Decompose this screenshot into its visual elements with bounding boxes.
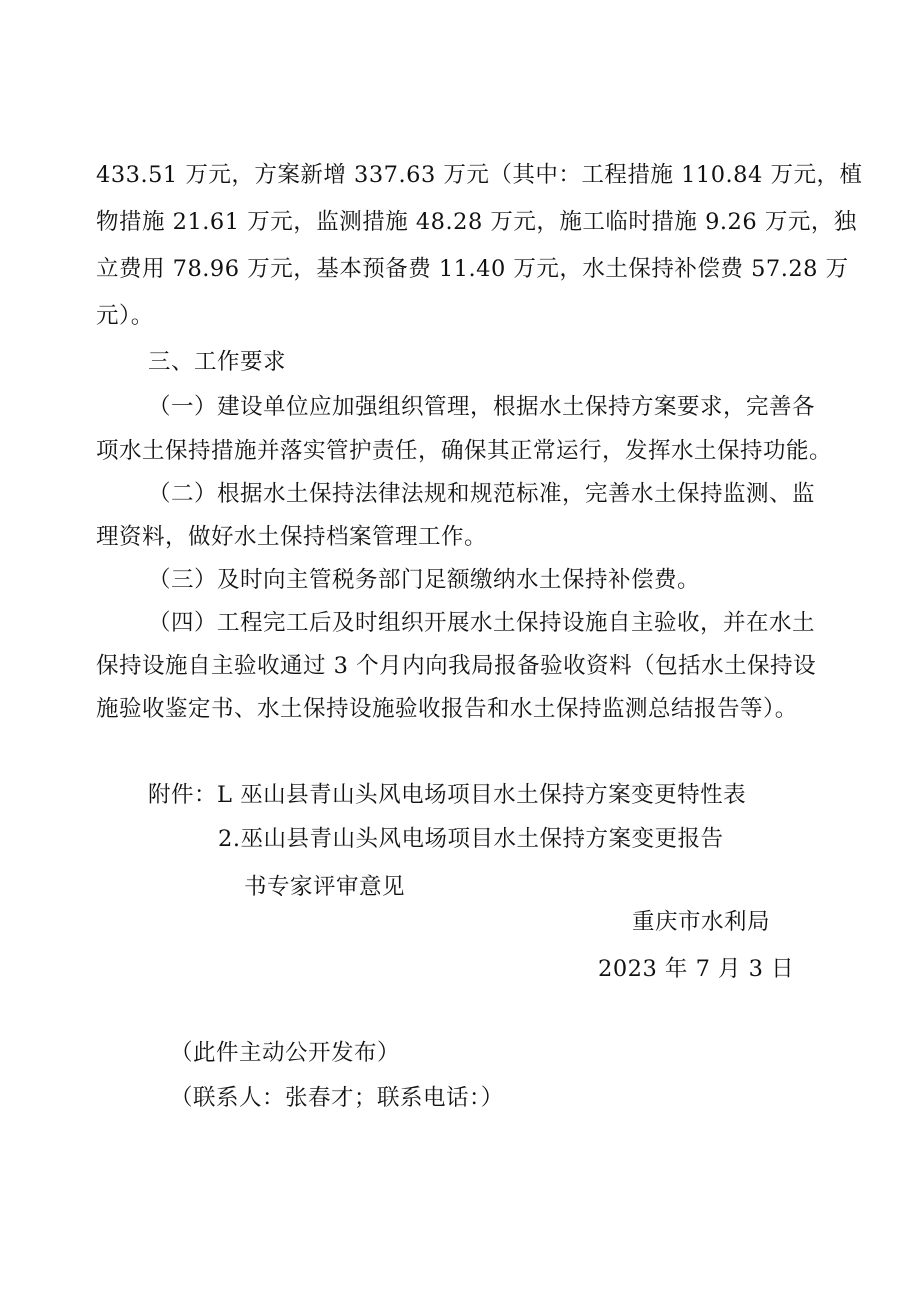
requirement-3-line-1: （三）及时向主管税务部门足额缴纳水土保持补偿费。 — [148, 567, 701, 593]
attachment-item-2-line-2: 书专家评审意见 — [244, 874, 406, 900]
issue-date: 2023 年 7 月 3 日 — [598, 956, 795, 982]
attachment-item-2-line-1: 2.巫山县青山头风电场项目水土保持方案变更报告 — [218, 826, 724, 852]
section-heading: 三、工作要求 — [148, 349, 287, 375]
cost-paragraph-line-3: 立费用 78.96 万元，基本预备费 11.40 万元，水土保持补偿费 57.28 万 — [96, 256, 849, 282]
requirement-1-line-1: （一）建设单位应加强组织管理，根据水土保持方案要求，完善各 — [148, 394, 816, 420]
requirement-4-line-2: 保持设施自主验收通过 3 个月内向我局报备验收资料（包括水土保持设 — [96, 653, 817, 679]
requirement-2-line-1: （二）根据水土保持法律法规和规范标准，完善水土保持监测、监 — [148, 481, 816, 507]
cost-paragraph-line-1: 433.51 万元，方案新增 337.63 万元（其中：工程措施 110.84 万元，植 — [96, 162, 863, 188]
cost-paragraph-line-4: 元）。 — [96, 303, 154, 329]
requirement-1-line-2: 项水土保持措施并落实管护责任，确保其正常运行，发挥水土保持功能。 — [96, 438, 833, 464]
requirement-4-line-1: （四）工程完工后及时组织开展水土保持设施自主验收，并在水土 — [148, 610, 816, 636]
cost-paragraph-line-2: 物措施 21.61 万元，监测措施 48.28 万元，施工临时措施 9.26 万元，独 — [96, 209, 857, 235]
issuer-name: 重庆市水利局 — [632, 909, 771, 935]
contact-note: （联系人：张春才；联系电话：） — [170, 1085, 504, 1111]
requirement-2-line-2: 理资料，做好水土保持档案管理工作。 — [96, 524, 488, 550]
disclosure-note: （此件主动公开发布） — [170, 1040, 401, 1066]
requirement-4-line-3: 施验收鉴定书、水土保持设施验收报告和水土保持监测总结报告等）。 — [96, 696, 798, 722]
attachment-item-1: 附件：L 巫山县青山头风电场项目水土保持方案变更特性表 — [148, 782, 747, 808]
